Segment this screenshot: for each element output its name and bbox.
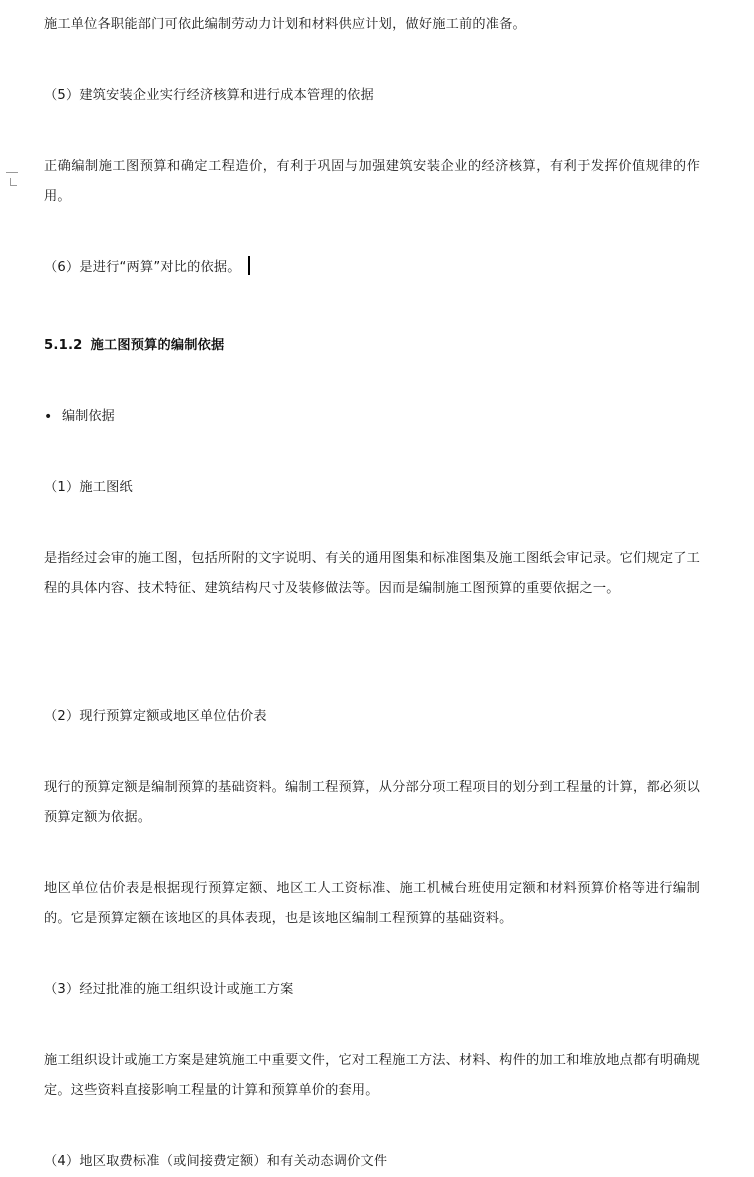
section-4-title: （4）地区取费标准（或间接费定额）和有关动态调价文件 xyxy=(44,1154,388,1169)
spacer xyxy=(44,620,700,654)
margin-mark-top xyxy=(6,172,18,173)
section-3-body: 施工组织设计或施工方案是建筑施工中重要文件，它对工程施工方法、材料、构件的加工和堆放地点都有明确规定。这些资料直接影响工程量的计算和预算单价的套用。 xyxy=(44,1053,700,1098)
section-2-body: 现行的预算定额是编制预算的基础资料。编制工程预算，从分部分项工程项目的划分到工程量的计算，都必须以预算定额为依据。 xyxy=(44,780,700,825)
spacer xyxy=(44,1021,700,1030)
paragraph-intro: 施工单位各职能部门可依此编制劳动力计划和材料供应计划，做好施工前的准备。 xyxy=(44,17,526,32)
text-cursor xyxy=(248,256,250,275)
spacer xyxy=(44,670,700,686)
section-1-title: （1）施工图纸 xyxy=(44,480,133,495)
spacer xyxy=(44,748,700,757)
paragraph-item-6-text: （6）是进行“两算”对比的依据。 xyxy=(44,260,241,275)
spacer xyxy=(44,377,700,386)
section-heading-title: 施工图预算的编制依据 xyxy=(90,338,225,353)
section-1-body: 是指经过会审的施工图，包括所附的文字说明、有关的通用图集和标准图集及施工图纸会审记录。它们规定了工程的具体内容、技术特征、建筑结构尺寸及装修做法等。因而是编制施工图预算的重要依据之一。 xyxy=(44,551,700,596)
paragraph-item-6 xyxy=(44,253,700,283)
paragraph-item-5-body: 正确编制施工图预算和确定工程造价，有利于巩固与加强建筑安装企业的经济核算，有利于发挥价值规律的作用。 xyxy=(44,159,700,204)
spacer xyxy=(44,849,700,858)
spacer xyxy=(44,56,700,65)
spacer xyxy=(44,1122,700,1131)
section-2-body-2: 地区单位估价表是根据现行预算定额、地区工人工资标准、施工机械台班使用定额和材料预算价格等进行编制的。它是预算定额在该地区的具体表现，也是该地区编制工程预算的基础资料。 xyxy=(44,881,700,926)
section-2-title: （2）现行预算定额或地区单位估价表 xyxy=(44,709,267,724)
section-heading-512 xyxy=(44,331,700,361)
section-3-title: （3）经过批准的施工组织设计或施工方案 xyxy=(44,982,294,997)
section-heading-number: 5.1.2 xyxy=(44,338,83,353)
bullet-dot-icon: • xyxy=(44,409,53,425)
bullet-item-label: 编制依据 xyxy=(62,409,115,424)
spacer xyxy=(44,448,700,457)
paragraph-item-5: （5）建筑安装企业实行经济核算和进行成本管理的依据 xyxy=(44,88,374,103)
spacer xyxy=(44,519,700,528)
document-body xyxy=(44,10,700,1177)
spacer xyxy=(44,299,700,315)
spacer xyxy=(44,950,700,959)
bullet-item-compilation-basis xyxy=(44,402,700,432)
spacer xyxy=(44,127,700,136)
spacer xyxy=(44,228,700,237)
margin-mark-bottom xyxy=(10,185,17,186)
